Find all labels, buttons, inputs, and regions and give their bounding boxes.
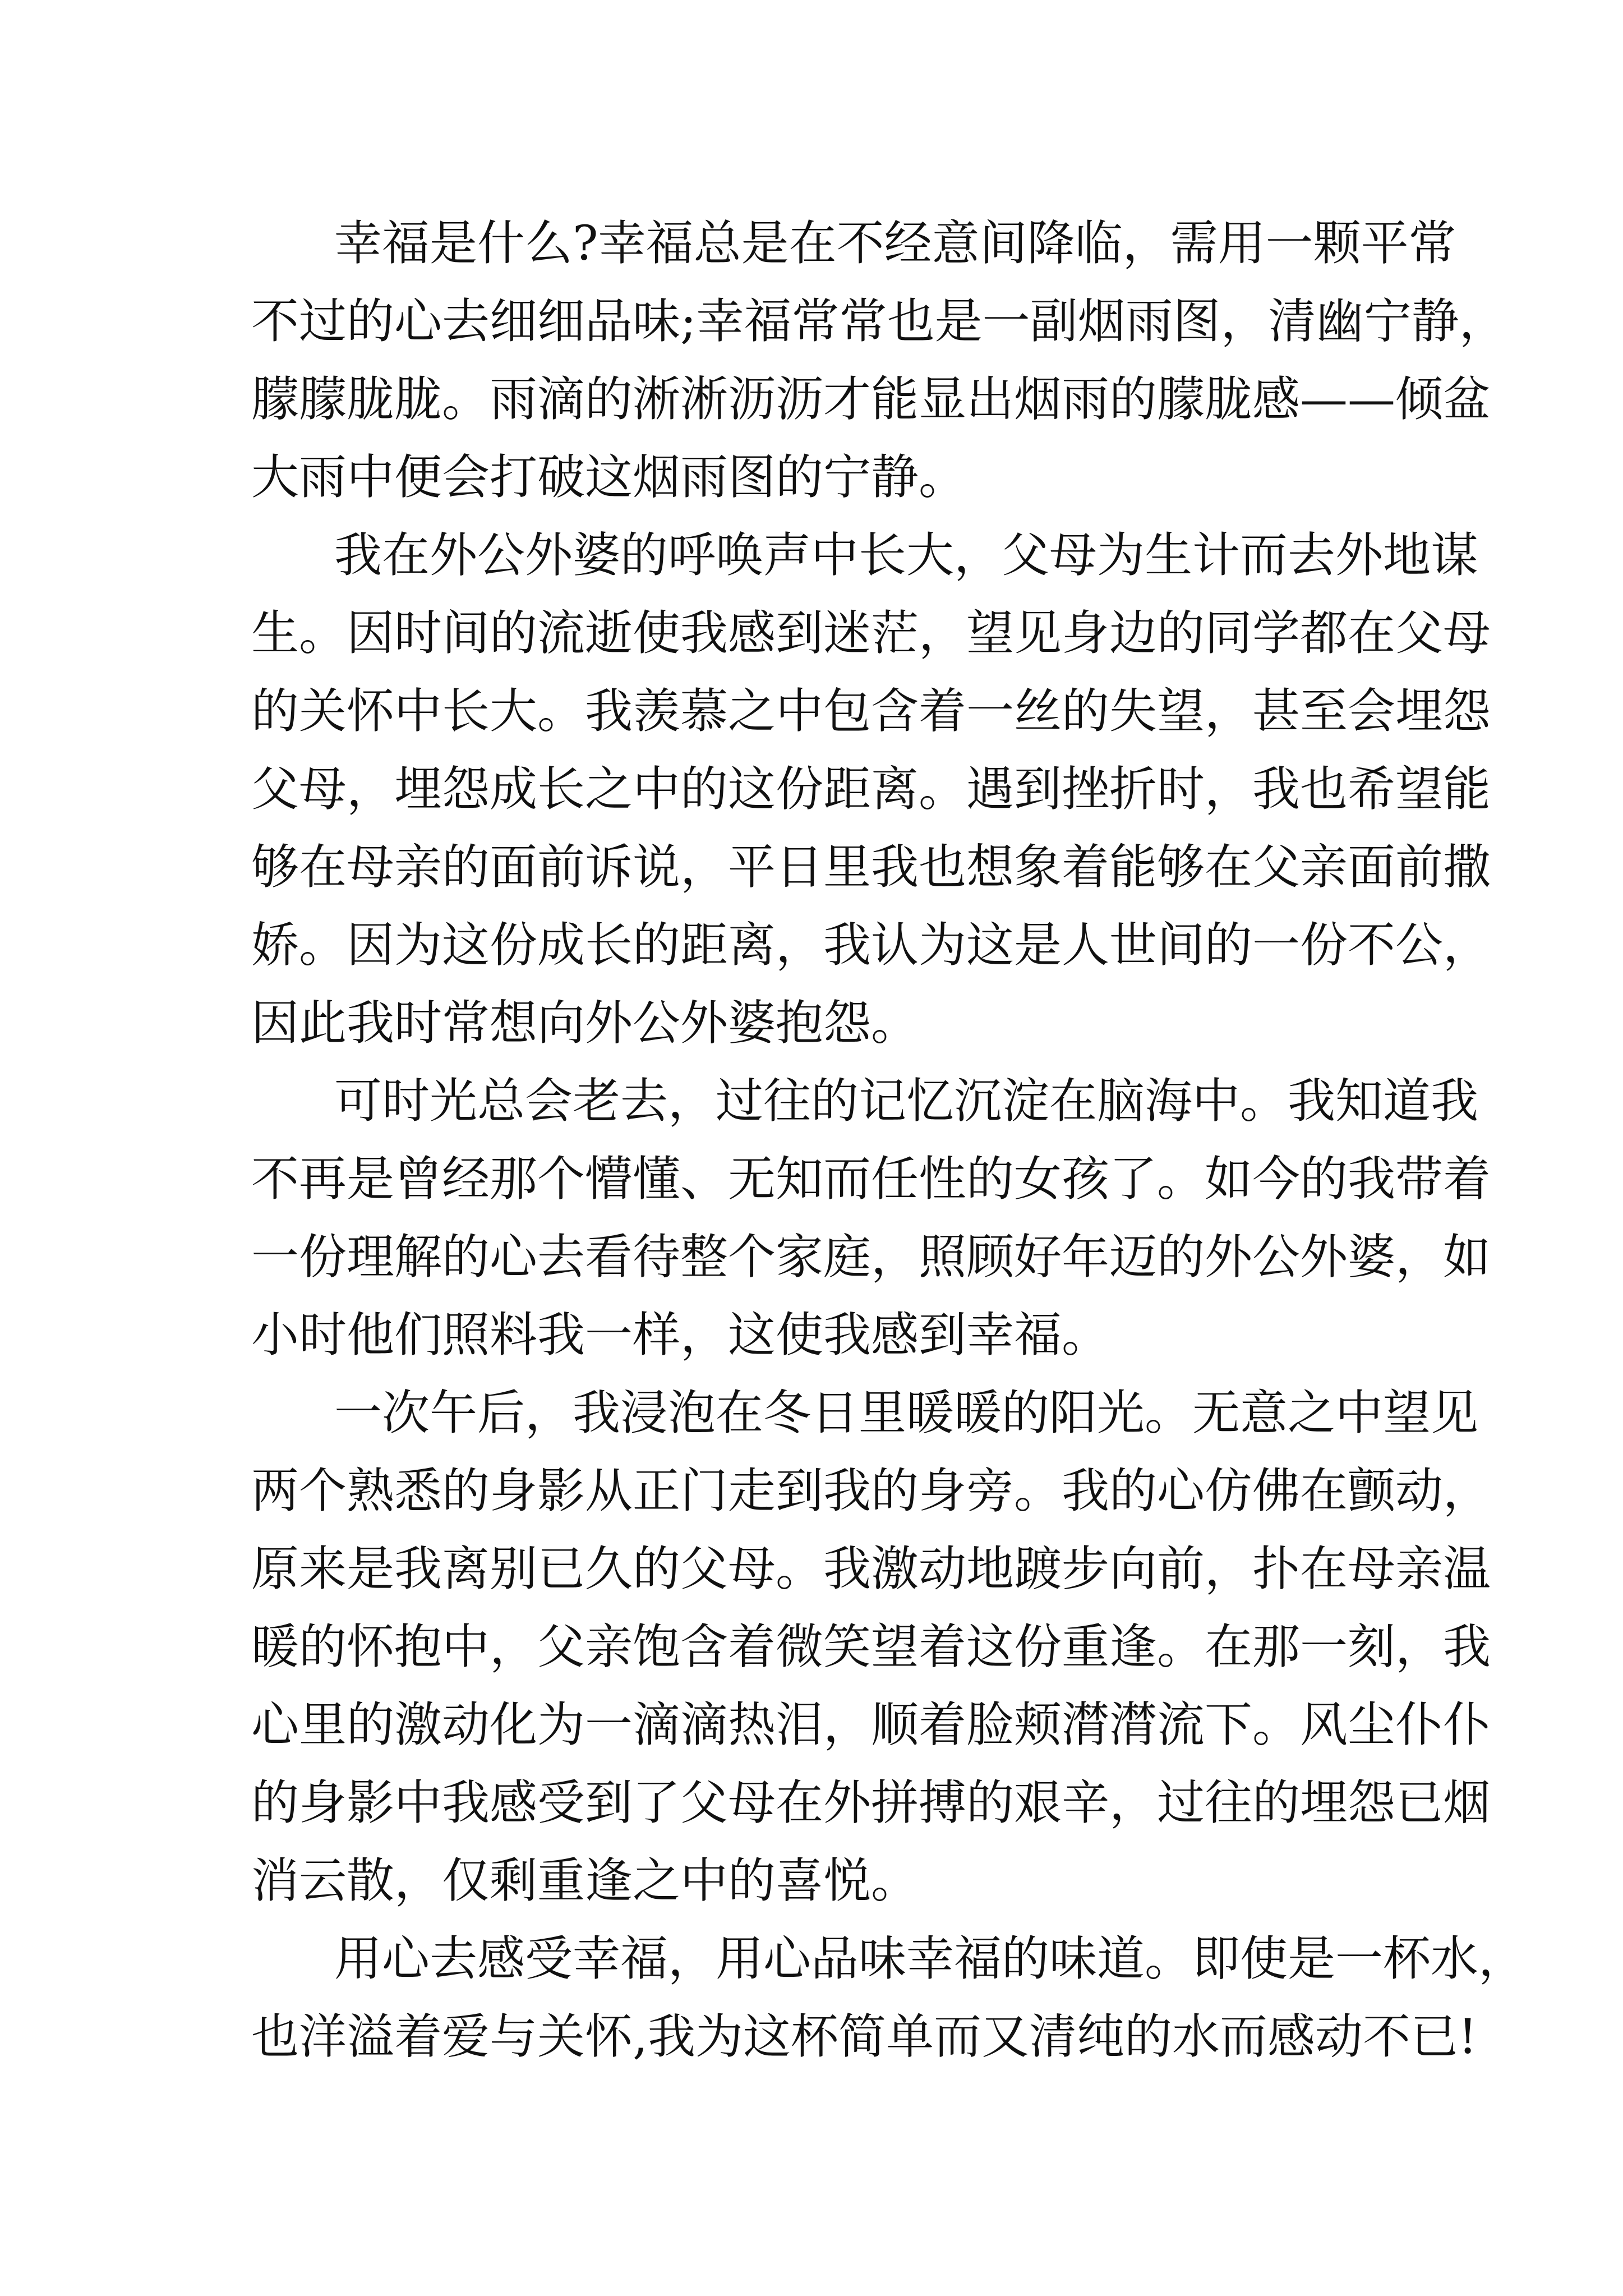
paragraph-line: 一份理解的心去看待整个家庭，照顾好年迈的外公外婆，如 <box>251 1230 1491 1285</box>
paragraph-line: 的关怀中长大。我羡慕之中包含着一丝的失望，甚至会埋怨 <box>251 684 1491 739</box>
paragraph-line: 暖的怀抱中，父亲饱含着微笑望着这份重逢。在那一刻，我 <box>251 1619 1491 1675</box>
paragraph-line: 的身影中我感受到了父母在外拼搏的艰辛，过往的埋怨已烟 <box>251 1775 1491 1831</box>
paragraph-line: 娇。因为这份成长的距离，我认为这是人世间的一份不公， <box>251 918 1491 973</box>
paragraph-line: 不过的心去细细品味;幸福常常也是一副烟雨图，清幽宁静， <box>251 294 1507 349</box>
paragraph-1 <box>251 205 1507 517</box>
paragraph-line: 小时他们照料我一样，这使我感到幸福。 <box>251 1308 1110 1363</box>
paragraph-line: 幸福是什么?幸福总是在不经意间降临，需用一颗平常 <box>334 216 1456 272</box>
paragraph-line: 我在外公外婆的呼唤声中长大，父母为生计而去外地谋 <box>334 528 1479 583</box>
paragraph-line: 父母，埋怨成长之中的这份距离。遇到挫折时，我也希望能 <box>251 762 1491 817</box>
essay-body <box>251 205 1527 2076</box>
paragraph-line: 朦朦胧胧。雨滴的淅淅沥沥才能显出烟雨的朦胧感——倾盆 <box>251 372 1491 427</box>
paragraph-2 <box>251 517 1491 1062</box>
paragraph-line: 两个熟悉的身影从正门走到我的身旁。我的心仿佛在颤动， <box>251 1464 1491 1519</box>
paragraph-line: 大雨中便会打破这烟雨图的宁静。 <box>251 450 967 505</box>
paragraph-line: 消云散，仅剩重逢之中的喜悦。 <box>251 1853 919 1909</box>
paragraph-line: 够在母亲的面前诉说，平日里我也想象着能够在父亲面前撒 <box>251 840 1491 895</box>
paragraph-line: 心里的激动化为一滴滴热泪，顺着脸颊潸潸流下。风尘仆仆 <box>251 1697 1491 1753</box>
paragraph-line: 可时光总会老去，过往的记忆沉淀在脑海中。我知道我 <box>334 1074 1479 1129</box>
paragraph-line: 因此我时常想向外公外婆抱怨。 <box>251 996 919 1051</box>
paragraph-line: 一次午后，我浸泡在冬日里暖暖的阳光。无意之中望见 <box>334 1386 1479 1441</box>
paragraph-3 <box>251 1062 1491 1374</box>
paragraph-4 <box>251 1374 1491 1920</box>
paragraph-line: 不再是曾经那个懵懂、无知而任性的女孩了。如今的我带着 <box>251 1152 1491 1207</box>
paragraph-line: 也洋溢着爱与关怀,我为这杯简单而又清纯的水而感动不已! <box>251 2009 1478 2065</box>
paragraph-5 <box>251 1920 1527 2076</box>
paragraph-line: 生。因时间的流逝使我感到迷茫，望见身边的同学都在父母 <box>251 606 1491 661</box>
paragraph-line: 原来是我离别已久的父母。我激动地踱步向前，扑在母亲温 <box>251 1542 1491 1597</box>
paragraph-line: 用心去感受幸福，用心品味幸福的味道。即使是一杯水， <box>334 1931 1527 1987</box>
